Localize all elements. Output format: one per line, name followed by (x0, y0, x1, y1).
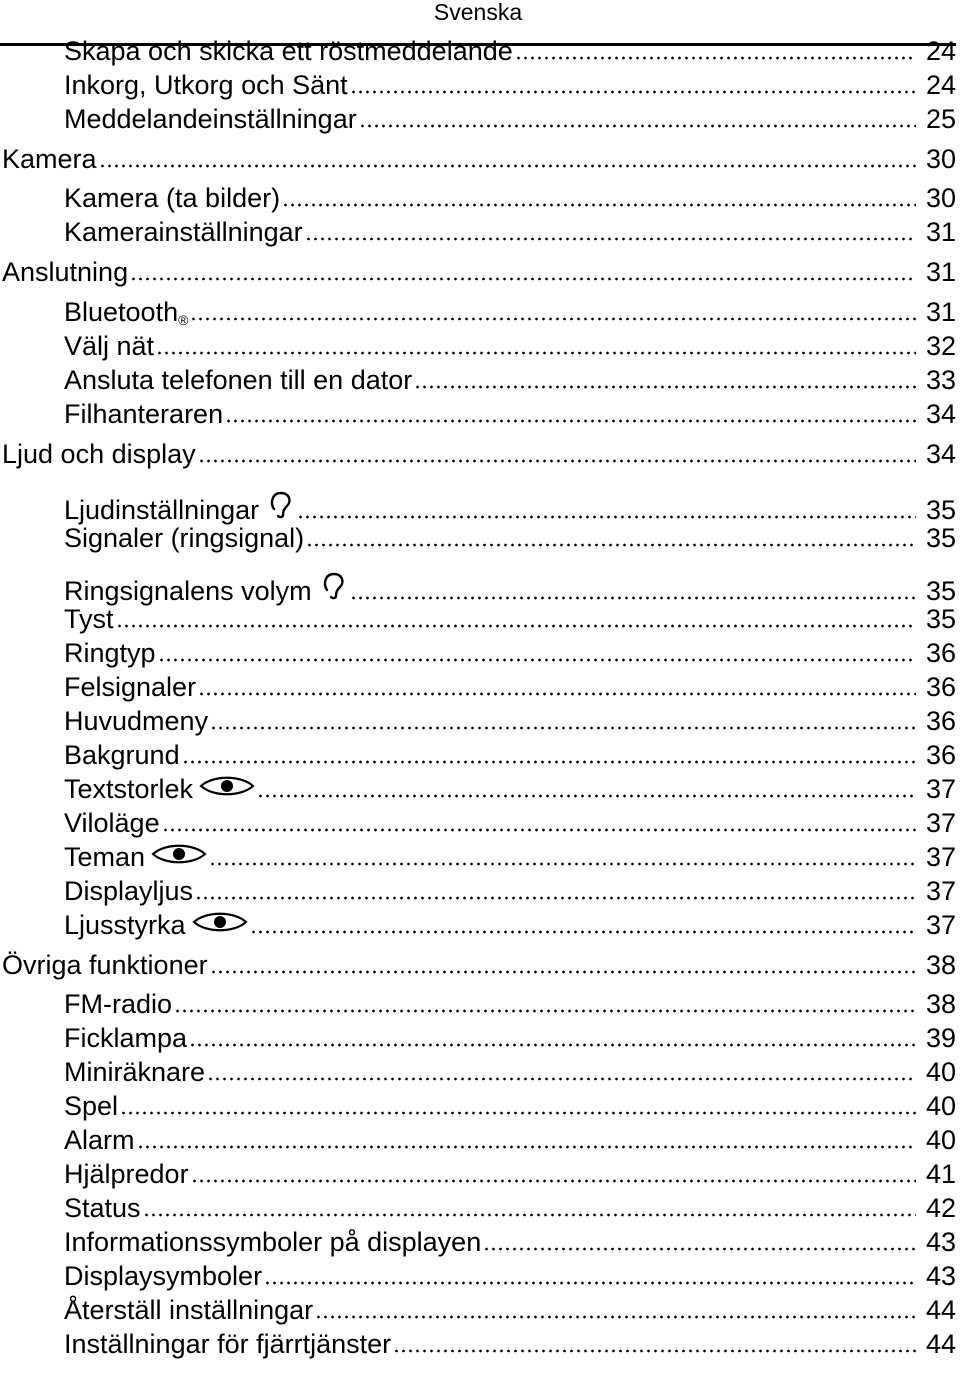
dot-leader (120, 1111, 916, 1115)
toc-entry-title: Övriga funktioner (2, 950, 208, 980)
dot-leader (190, 317, 916, 321)
toc-entry[interactable] (64, 297, 960, 327)
toc-entry-title: Ljud och display (2, 439, 196, 469)
dot-leader (198, 692, 916, 696)
dot-leader (99, 164, 916, 168)
dot-leader (156, 351, 916, 355)
toc-entry-title: Signaler (ringsignal) (64, 523, 305, 553)
dot-leader (189, 1043, 916, 1047)
toc-entry[interactable] (64, 706, 960, 736)
toc-entry-title: Anslutning (2, 257, 129, 287)
dot-leader (297, 515, 916, 519)
dot-leader (393, 1349, 916, 1353)
page-header-language: Svenska (433, 0, 523, 25)
dot-leader (174, 1009, 916, 1013)
toc-entry-page-number: 38 (925, 950, 956, 980)
toc-entry[interactable] (64, 808, 960, 838)
toc-entry-page-number: 34 (925, 399, 956, 429)
toc-entry-title: Status (64, 1193, 141, 1223)
toc-entry[interactable] (2, 950, 960, 980)
dot-leader (209, 862, 916, 866)
dot-leader (130, 277, 916, 281)
toc-entry[interactable] (64, 489, 960, 525)
toc-entry-title: Skapa och skicka ett röstmeddelande (64, 36, 513, 66)
eye-icon (151, 842, 207, 872)
toc-entry-page-number: 36 (925, 672, 956, 702)
toc-entry[interactable] (64, 365, 960, 395)
toc-entry-title: Tyst (64, 604, 114, 634)
dot-leader (191, 1179, 916, 1183)
toc-entry-page-number: 24 (925, 36, 956, 66)
toc-entry-title: Miniräknare (64, 1057, 206, 1087)
toc-entry-page-number: 24 (925, 70, 956, 100)
toc-entry[interactable] (64, 1159, 960, 1189)
toc-entry-page-number: 31 (925, 217, 956, 247)
toc-entry-page-number: 44 (925, 1295, 956, 1325)
toc-entry[interactable] (64, 1023, 960, 1053)
dot-leader (359, 124, 916, 128)
dot-leader (195, 896, 916, 900)
toc-entry-title: Alarm (64, 1125, 135, 1155)
toc-entry[interactable] (64, 570, 960, 606)
toc-entry-title: Hjälpredor (64, 1159, 189, 1189)
dot-leader (414, 385, 916, 389)
toc-entry[interactable] (64, 36, 960, 66)
toc-entry-page-number: 35 (925, 523, 956, 553)
toc-entry[interactable] (2, 439, 960, 469)
toc-entry-title: Spel (64, 1091, 119, 1121)
toc-entry-title: Inkorg, Utkorg och Sänt (64, 70, 348, 100)
toc-entry[interactable] (64, 1295, 960, 1325)
toc-entry[interactable] (64, 638, 960, 668)
toc-entry-title: Ringsignalens volym (64, 576, 312, 606)
toc-entry-title: Kamera (2, 144, 97, 174)
toc-entry-page-number: 41 (925, 1159, 956, 1189)
ear-icon (265, 489, 295, 525)
toc-entry-title: Inställningar för fjärrtjänster (64, 1329, 392, 1359)
toc-entry[interactable] (64, 183, 960, 213)
toc-entry-page-number: 37 (925, 842, 956, 872)
dot-leader (483, 1247, 916, 1251)
toc-entry[interactable] (64, 989, 960, 1019)
toc-entry-title: FM-radio (64, 989, 173, 1019)
dot-leader (305, 237, 916, 241)
toc-entry-title: Displaysymboler (64, 1261, 263, 1291)
dot-leader (264, 1281, 916, 1285)
toc-entry-title: Ansluta telefonen till en dator (64, 365, 413, 395)
toc-entry-title: Välj nät (64, 331, 155, 361)
toc-entry-page-number: 35 (925, 604, 956, 634)
dot-leader (116, 624, 916, 628)
dot-leader (225, 419, 916, 423)
toc-entry-title: Ljusstyrka (64, 910, 186, 940)
toc-entry-page-number: 37 (925, 808, 956, 838)
dot-leader (143, 1213, 916, 1217)
toc-entry[interactable] (64, 740, 960, 770)
toc-entry-title: Felsignaler (64, 672, 197, 702)
toc-entry-page-number: 36 (925, 706, 956, 736)
registered-mark: ® (178, 312, 189, 328)
toc-entry[interactable] (64, 70, 960, 100)
toc-entry-title: Återställ inställningar (64, 1295, 314, 1325)
toc-entry-title: Bluetooth (64, 297, 179, 327)
toc-entry-page-number: 33 (925, 365, 956, 395)
toc-entry-title: Ficklampa (64, 1023, 188, 1053)
toc-entry-page-number: 34 (925, 439, 956, 469)
dot-leader (315, 1315, 916, 1319)
toc-entry-page-number: 40 (925, 1125, 956, 1155)
toc-entry-page-number: 30 (925, 144, 956, 174)
dot-leader (182, 760, 916, 764)
toc-entry-page-number: 37 (925, 774, 956, 804)
dot-leader (158, 658, 916, 662)
toc-entry-page-number: 31 (925, 257, 956, 287)
toc-entry-page-number: 42 (925, 1193, 956, 1223)
toc-entry[interactable] (64, 774, 960, 804)
toc-entry[interactable] (64, 331, 960, 361)
toc-entry[interactable] (64, 842, 960, 872)
toc-entry-title: Ljudinställningar (64, 495, 260, 525)
toc-entry-page-number: 43 (925, 1227, 956, 1257)
toc-entry[interactable] (64, 876, 960, 906)
dot-leader (306, 543, 916, 547)
toc-entry[interactable] (64, 910, 960, 940)
toc-entry[interactable] (64, 1261, 960, 1291)
dot-leader (210, 726, 916, 730)
toc-entry[interactable] (64, 1125, 960, 1155)
toc-entry[interactable] (2, 144, 960, 174)
toc-entry-page-number: 35 (925, 576, 956, 606)
toc-entry-title: Meddelandeinställningar (64, 104, 357, 134)
ear-icon (318, 570, 348, 606)
toc-entry-page-number: 39 (925, 1023, 956, 1053)
toc-entry[interactable] (2, 257, 960, 287)
toc-entry[interactable] (64, 1091, 960, 1121)
dot-leader (250, 930, 916, 934)
toc-entry-title: Ringtyp (64, 638, 156, 668)
toc-entry-title: Displayljus (64, 876, 194, 906)
toc-entry-page-number: 44 (925, 1329, 956, 1359)
toc-entry[interactable] (64, 672, 960, 702)
toc-entry[interactable] (64, 399, 960, 429)
toc-entry-page-number: 35 (925, 495, 956, 525)
dot-leader (257, 794, 916, 798)
toc-entry-page-number: 38 (925, 989, 956, 1019)
toc-entry-title: Huvudmeny (64, 706, 209, 736)
toc-entry-page-number: 32 (925, 331, 956, 361)
toc-entry[interactable] (64, 1193, 960, 1223)
toc-entry-page-number: 40 (925, 1091, 956, 1121)
toc-entry[interactable] (64, 1329, 960, 1359)
toc-entry-page-number: 25 (925, 104, 956, 134)
toc-entry-page-number: 36 (925, 740, 956, 770)
toc-entry-page-number: 43 (925, 1261, 956, 1291)
dot-leader (350, 596, 916, 600)
toc-entry-title: Bakgrund (64, 740, 180, 770)
dot-leader (137, 1145, 916, 1149)
dot-leader (162, 828, 916, 832)
toc-entry[interactable] (64, 1057, 960, 1087)
toc-entry-page-number: 30 (925, 183, 956, 213)
toc-entry-page-number: 37 (925, 910, 956, 940)
dot-leader (515, 56, 916, 60)
toc-entry[interactable] (64, 523, 960, 553)
toc-entry-title: Viloläge (64, 808, 160, 838)
dot-leader (282, 203, 916, 207)
toc-entry-page-number: 37 (925, 876, 956, 906)
eye-icon (199, 774, 255, 804)
toc-entry-title: Kamera (ta bilder) (64, 183, 281, 213)
toc-entry[interactable] (64, 604, 960, 634)
dot-leader (207, 1077, 916, 1081)
toc-entry-page-number: 36 (925, 638, 956, 668)
toc-entry[interactable] (64, 217, 960, 247)
toc-entry-title: Filhanteraren (64, 399, 224, 429)
toc-entry-page-number: 40 (925, 1057, 956, 1087)
dot-leader (198, 459, 916, 463)
toc-entry-title: Kamerainställningar (64, 217, 303, 247)
toc-entry[interactable] (64, 1227, 960, 1257)
dot-leader (210, 970, 916, 974)
toc-entry-title: Teman (64, 842, 146, 872)
toc-entry[interactable] (64, 104, 960, 134)
toc-entry-title: Textstorlek (64, 774, 194, 804)
dot-leader (350, 90, 916, 94)
toc-entry-page-number: 31 (925, 297, 956, 327)
eye-icon (192, 910, 248, 940)
toc-entry-title: Informationssymboler på displayen (64, 1227, 482, 1257)
